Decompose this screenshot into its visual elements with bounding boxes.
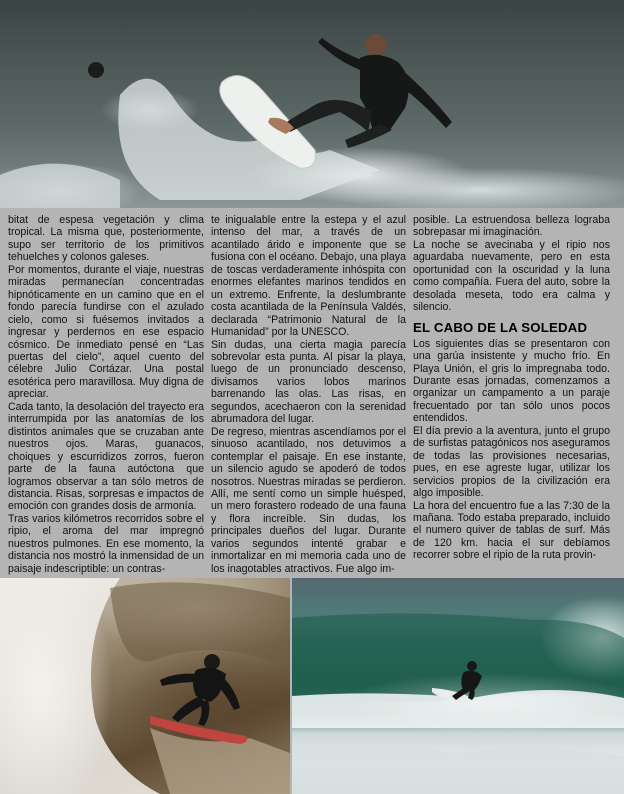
wave-surf-illustration [292, 578, 624, 794]
swimmer-head [88, 62, 104, 78]
paragraph: La hora del encuentro fue a las 7:30 de la mañana. Todo estaba preparado, incluido el numero quiver de tablas de surf. Más de 120 km. hacia el sur debíamos recorrer sobre el ripio de la ruta provin- [413, 499, 610, 562]
paragraph: Sin dudas, una cierta magia parecía sobrevolar esta punta. Al pisar la playa, luego de un pronunciado descenso, divisamos varios lobos marinos barrenando las olas. Las risas, en segundos, acechaeron con la serenidad abrumadora del lugar. [211, 338, 406, 426]
article-column-2 [211, 214, 406, 575]
section-heading: EL CABO DE LA SOLEDAD [413, 319, 588, 335]
paragraph: La noche se avecinaba y el ripio nos aguardaba nuevamente, pero en esta oportunidad con la oscuridad y la luna como compañía. Fuera del auto, sobre la desolada meseta, todo era calma y silencio. [413, 238, 610, 314]
top-surf-illustration [0, 0, 624, 208]
paragraph: Tras varios kilómetros recorridos sobre el ripio, el aroma del mar impregnó nuestros pulmones. En ese momento, la distancia nos mostró la inmensidad de un paisaje indescriptible: un contras- [8, 512, 204, 575]
paragraph: De regreso, mientras ascendíamos por el sinuoso acantilado, nos detuvimos a contemplar el paisaje. En ese instante, un silencio agudo se apoderó de todos nosotros. Nuestras miradas se perdieron. Allí, me sentí como un simple huésped, un mero forastero rodeado de una fauna y flora increíble. Sin dudas, los principales dueños del lugar. Durante varios segundos intenté grabar e inmortalizar en mi memoria cada uno de los inagotables atractivos. Fue algo im- [211, 425, 406, 575]
bottom-right-surf-photo [292, 578, 624, 794]
surfer-figure [160, 654, 240, 726]
article-column-3 [413, 214, 610, 562]
paragraph: Los siguientes días se presentaron con una garúa insistente y mucho frío. En Playa Unión, el gris lo impregnaba todo. Durante esas jornadas, comenzamos a organizar un campamento a un paraje frecuentado por tan sólo unos pocos entendidos. [413, 337, 610, 425]
paragraph: posible. La estruendosa belleza lograba sobrepasar mi imaginación. [413, 214, 610, 239]
paragraph: bitat de espesa vegetación y clima tropical. La misma que, posteriormente, supo ser territorio de los primitivos tehuelches y colonos galeses. [8, 214, 204, 264]
bottom-left-surf-photo [0, 578, 290, 794]
paragraph: El día previo a la aventura, junto el grupo de surfistas patagónicos nos aseguramos de todas las provisiones necesarias, pues, en ese agreste lugar, utilizar los servicios propios de la civilización era algo imposible. [413, 424, 610, 500]
paragraph: te inigualable entre la estepa y el azul intenso del mar, a través de un acantilado árido e imponente que se fusiona con el océano. Debajo, una playa de toscas verdaderamente inhóspita con enormes elefantes marinos tendidos en un extremo. Enfrente, la deslumbrante costa acantilada de la Península Valdés, declarada “Patrimonio Natural de la Humanidad” por la UNESCO. [211, 214, 406, 339]
paragraph: Cada tanto, la desolación del trayecto era interrumpida por las anatomías de los distintos animales que se cruzaban ante nuestros ojos. Maras, guanacos, choiques y escurridizos zorros, fueron parte de la fauna autóctona que logramos observar a tan sólo metros de distancia. Risas, sorpresas e impactos de emoción con grandes dosis de armonía. [8, 400, 204, 513]
article-column-1 [8, 214, 204, 575]
top-surf-photo [0, 0, 624, 208]
tube-surf-illustration [0, 578, 290, 794]
paragraph: Por momentos, durante el viaje, nuestras miradas permanecían concentradas hipnóticamente en un camino que en el fondo parecía fundirse con el azulado cielo, como si fuésemos invitados a ingresar y perdernos en ese espacio cósmico. De inmediato pensé en “Las puertas del cielo”, aquel cuento del célebre Julio Cortázar. Una postal esotérica pero maravillosa. Muy digna de apreciar. [8, 263, 204, 401]
